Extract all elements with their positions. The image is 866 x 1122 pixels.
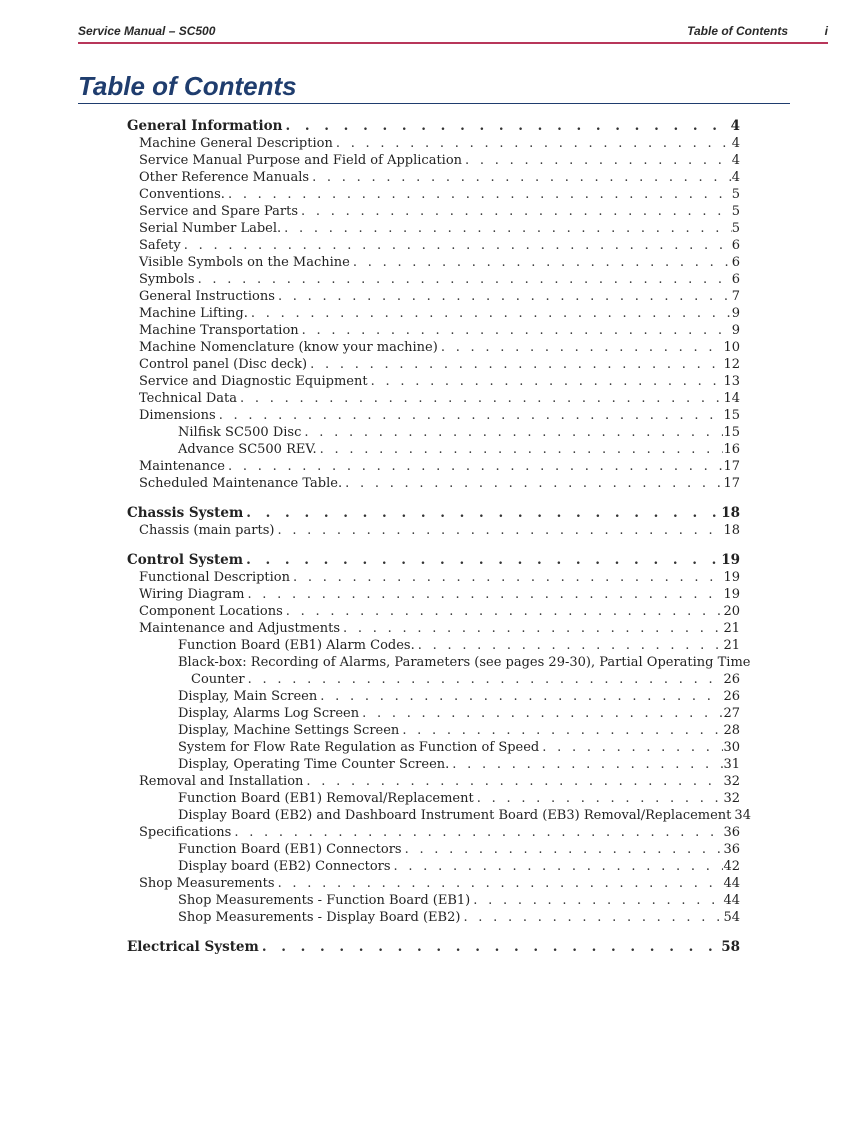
toc-entry[interactable] [127,339,740,356]
toc-entry-page: 31 [723,757,740,772]
toc-entry[interactable] [127,458,740,475]
toc-entry-label: Service Manual Purpose and Field of Application [139,153,463,168]
toc-entry-label: Wiring Diagram [139,587,245,602]
toc-entry-page: 26 [723,689,740,704]
toc-entry[interactable] [127,824,740,841]
toc-entry-label: Symbols [139,272,195,287]
toc-entry-page: 13 [723,374,740,389]
toc-leader-dots [462,152,732,169]
toc-leader-dots [474,790,724,807]
toc-entry-label: Other Reference Manuals [139,170,310,185]
toc-entry[interactable] [127,722,740,739]
toc-entry-label: Machine Lifting. [139,306,248,321]
page-header [78,22,828,44]
toc-entry[interactable] [127,390,740,407]
toc-leader-dots [307,356,723,373]
toc-entry-page: 32 [723,791,740,806]
toc-entry[interactable] [127,637,740,654]
toc-entry-page: 32 [723,774,740,789]
toc-entry-page: 42 [723,859,740,874]
toc-entry-page: 18 [723,523,740,538]
toc-entry-label: Technical Data [139,391,238,406]
toc-entry-label: Chassis (main parts) [139,523,275,538]
toc-entry-page: 6 [731,272,740,287]
toc-entry[interactable] [127,620,740,637]
toc-entry-label: Service and Diagnostic Equipment [139,374,368,389]
toc-entry[interactable] [127,552,740,569]
toc-entry-label: System for Flow Rate Regulation as Function of Speed [178,740,540,755]
toc-entry[interactable] [127,135,740,152]
toc-entry-label: Shop Measurements [139,876,275,891]
toc-leader-dots [415,637,724,654]
toc-entry-page: 58 [721,939,740,955]
toc-entry[interactable] [127,603,740,620]
toc-leader-dots [333,135,732,152]
toc-entry-page: 15 [723,425,740,440]
toc-entry-label: Functional Description [139,570,291,585]
toc-entry[interactable] [127,152,740,169]
header-page-number: i [824,24,828,38]
toc-entry-page: 19 [721,552,740,568]
toc-entry[interactable] [127,441,740,458]
toc-entry-page: 28 [723,723,740,738]
toc-entry-label: Removal and Installation [139,774,304,789]
toc-entry-label: Serial Number Label. [139,221,282,236]
toc-entry-page: 17 [723,459,740,474]
toc-entry-page: 9 [731,323,740,338]
page-title: Table of Contents [78,70,790,104]
toc-entry[interactable] [127,739,740,756]
toc-entry[interactable] [127,841,740,858]
toc-entry-page: 54 [723,910,740,925]
toc-entry-page: 5 [731,204,740,219]
toc-leader-dots [301,424,723,441]
toc-entry-label-line: Black-box: Recording of Alarms, Parameters (see pages 29-30), Partial Operating Time [178,655,751,670]
toc-entry-label: Dimensions [139,408,216,423]
toc-entry-page: 34 [734,808,751,823]
toc-entry-label: Chassis System [127,505,244,521]
toc-entry-label: Machine Transportation [139,323,299,338]
toc-entry-page: 12 [723,357,740,372]
toc-entry-page: 5 [731,221,740,236]
toc-leader-dots [281,220,732,237]
toc-leader-dots [449,756,723,773]
toc-entry[interactable] [127,186,740,203]
toc-leader-dots [391,858,724,875]
toc-entry-page: 10 [723,340,740,355]
toc-leader-dots [299,322,732,339]
toc-entry-label: Maintenance [139,459,225,474]
toc-entry-label: Display board (EB2) Connectors [178,859,391,874]
toc-leader-dots [275,288,732,305]
toc-entry[interactable] [127,271,740,288]
toc-leader-dots [282,118,730,135]
toc-leader-dots [317,688,723,705]
toc-entry-label: Display, Machine Settings Screen [178,723,400,738]
toc-entry-label: Conventions. [139,187,225,202]
toc-entry-page: 44 [723,876,740,891]
toc-entry[interactable] [127,356,740,373]
toc-entry-page: 6 [731,255,740,270]
toc-entry[interactable] [127,203,740,220]
toc-entry[interactable] [127,671,740,688]
toc-leader-dots [303,773,723,790]
toc-entry[interactable] [127,858,740,875]
toc-leader-dots [231,824,723,841]
toc-entry-label: Function Board (EB1) Alarm Codes. [178,638,415,653]
toc-leader-dots [359,705,723,722]
toc-entry[interactable] [127,220,740,237]
toc-entry-label: Display Board (EB2) and Dashboard Instrument Board (EB3) Removal/Replacement [178,808,732,823]
toc-leader-dots [290,569,723,586]
toc-entry-page: 7 [731,289,740,304]
toc-entry-page: 20 [723,604,740,619]
toc-entry[interactable] [127,909,740,926]
toc-entry-label: Shop Measurements - Function Board (EB1) [178,893,471,908]
header-section-title: Table of Contents [687,24,788,38]
toc-entry-page: 21 [723,621,740,636]
toc-entry-label: Safety [139,238,181,253]
toc-entry[interactable] [127,522,740,539]
toc-entry[interactable] [127,875,740,892]
toc-entry-label: Visible Symbols on the Machine [139,255,350,270]
toc-leader-dots [283,603,724,620]
toc-entry[interactable] [127,705,740,722]
toc-entry[interactable] [127,790,740,807]
toc-entry-page: 15 [723,408,740,423]
toc-entry-page: 26 [723,672,740,687]
toc-entry[interactable] [127,407,740,424]
toc-leader-dots [402,841,724,858]
toc-entry[interactable] [127,939,740,956]
toc-entry[interactable] [127,688,740,705]
toc-leader-dots [225,458,723,475]
toc-entry[interactable] [127,773,740,790]
toc-leader-dots [275,875,724,892]
toc-entry-page: 27 [723,706,740,721]
toc-leader-dots [195,271,732,288]
toc-entry-label: Display, Alarms Log Screen [178,706,360,721]
toc-entry-page: 19 [723,570,740,585]
toc-leader-dots [243,505,721,522]
toc-entry[interactable] [127,892,740,909]
toc-entry-label: Shop Measurements - Display Board (EB2) [178,910,461,925]
toc-entry-page: 4 [731,153,740,168]
toc-leader-dots [340,620,723,637]
toc-entry-page: 19 [723,587,740,602]
toc-entry-label: Component Locations [139,604,283,619]
header-manual-title: Service Manual – SC500 [78,24,216,38]
toc-entry-page: 44 [723,893,740,908]
toc-leader-dots [237,390,723,407]
toc-entry-label: Electrical System [127,939,259,955]
toc-leader-dots [350,254,732,271]
toc-entry[interactable] [127,118,740,135]
toc-leader-dots [298,203,732,220]
toc-entry[interactable] [127,288,740,305]
toc-entry-label: Specifications [139,825,232,840]
table-of-contents [127,118,751,956]
toc-leader-dots [181,237,732,254]
toc-entry-page: 4 [731,170,740,185]
toc-leader-dots [460,909,723,926]
toc-entry-page: 6 [731,238,740,253]
toc-leader-dots [399,722,723,739]
toc-entry-label: Machine Nomenclature (know your machine) [139,340,438,355]
toc-entry-page: 36 [723,825,740,840]
toc-entry[interactable] [127,254,740,271]
toc-entry-page: 14 [723,391,740,406]
toc-entry[interactable] [127,505,740,522]
toc-entry-label: Nilfisk SC500 Disc [178,425,302,440]
toc-entry-page: 36 [723,842,740,857]
toc-entry-label: Maintenance and Adjustments [139,621,340,636]
toc-leader-dots [225,186,732,203]
toc-entry-page: 5 [731,187,740,202]
toc-entry-label: Service and Spare Parts [139,204,299,219]
toc-leader-dots [245,671,724,688]
toc-entry[interactable] [127,237,740,254]
toc-entry[interactable] [127,424,740,441]
toc-entry-page: 17 [723,476,740,491]
toc-entry-page: 9 [731,306,740,321]
toc-leader-dots [342,475,723,492]
toc-entry-page: 16 [723,442,740,457]
toc-entry-label: General Information [127,118,283,134]
toc-entry-label: General Instructions [139,289,275,304]
toc-leader-dots [438,339,724,356]
toc-leader-dots [539,739,723,756]
toc-entry[interactable] [127,322,740,339]
toc-leader-dots [248,305,732,322]
toc-leader-dots [368,373,724,390]
toc-leader-dots [274,522,723,539]
toc-entry-label: Control panel (Disc deck) [139,357,308,372]
toc-entry[interactable] [127,373,740,390]
toc-leader-dots [470,892,723,909]
toc-entry[interactable] [127,586,740,603]
toc-entry-page: 30 [723,740,740,755]
toc-entry-label: Machine General Description [139,136,333,151]
toc-entry-page: 4 [731,136,740,151]
toc-entry-page: 4 [730,118,740,134]
toc-leader-dots [309,169,732,186]
toc-entry-label: Scheduled Maintenance Table. [139,476,343,491]
toc-entry-label: Advance SC500 REV. [178,442,317,457]
toc-entry[interactable] [127,807,751,824]
toc-entry-label: Function Board (EB1) Removal/Replacement [178,791,474,806]
toc-leader-dots [243,552,721,569]
toc-entry[interactable] [127,305,740,322]
toc-entry-label: Display, Main Screen [178,689,318,704]
toc-entry[interactable] [127,475,740,492]
toc-entry-page: 18 [721,505,740,521]
toc-entry-label: Control System [127,552,244,568]
toc-entry-label: Function Board (EB1) Connectors [178,842,402,857]
toc-entry[interactable] [127,169,740,186]
toc-leader-dots [216,407,724,424]
toc-leader-dots [317,441,724,458]
toc-entry[interactable] [127,569,740,586]
toc-entry[interactable] [127,756,740,773]
toc-entry-label: Counter [191,672,245,687]
toc-leader-dots [259,939,721,956]
toc-entry-label: Display, Operating Time Counter Screen. [178,757,450,772]
toc-entry-page: 21 [723,638,740,653]
toc-leader-dots [244,586,723,603]
